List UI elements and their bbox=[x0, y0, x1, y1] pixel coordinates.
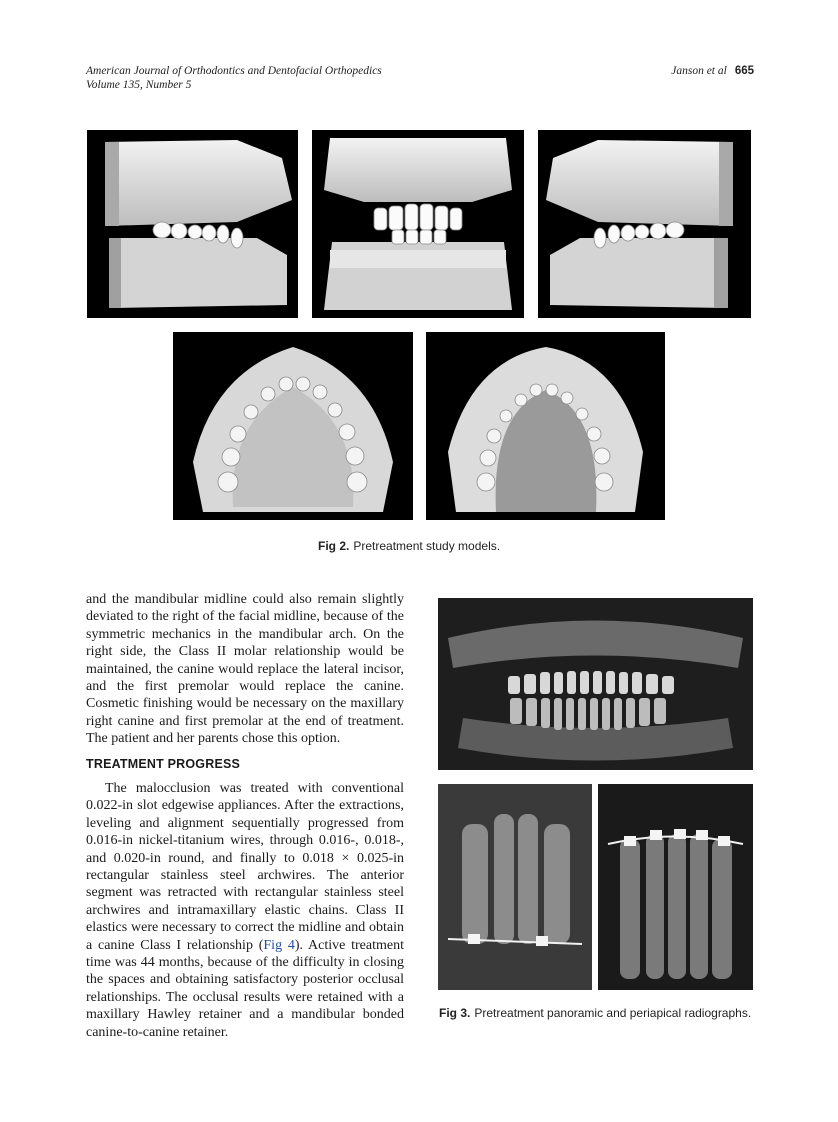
paragraph-treatment-progress bbox=[86, 780, 404, 1041]
paragraph-treatment-option: and the mandibular midline could also remain slightly deviated to the right of the facial midline, because of the symmetric mechanics in the mandibular arch. On the right side, the Class II molar relationship would be maintained, the canine would replace the lateral incisor, and the first premolar would replace the canine. Cosmetic finishing would be necessary on the maxillary right canine and first premolar at the end of treatment. The patient and her parents chose this option. bbox=[86, 592, 404, 747]
section-heading-treatment-progress: TREATMENT PROGRESS bbox=[86, 757, 241, 771]
author-page bbox=[671, 64, 754, 78]
fig2-caption bbox=[318, 539, 500, 553]
fig3-label: Fig 3. bbox=[439, 1006, 471, 1020]
study-model-mandibular-occlusal-photo bbox=[426, 332, 665, 520]
body-text-progress bbox=[86, 780, 404, 1041]
journal-citation bbox=[86, 64, 382, 92]
body-text-top bbox=[86, 591, 404, 748]
journal-title: American Journal of Orthodontics and Dentofacial Orthopedics bbox=[86, 65, 382, 77]
periapical-radiograph-maxillary bbox=[438, 784, 592, 990]
study-model-frontal-photo bbox=[312, 130, 524, 318]
page-number: 665 bbox=[734, 65, 754, 77]
study-model-right-lateral-photo bbox=[87, 130, 298, 318]
study-model-left-lateral-photo bbox=[538, 130, 751, 318]
progress-text-part2: ). Active treatment time was 44 months, because of the difficulty in closing the spaces and obtaining satisfactory posterior occlusal relationships. The occlusal results were retained with a maxillary Hawley retainer and a mandibular bonded canine-to-canine retainer. bbox=[86, 937, 404, 1040]
fig3-caption-text: Pretreatment panoramic and periapical radiographs. bbox=[474, 1006, 752, 1020]
study-model-maxillary-occlusal-photo bbox=[173, 332, 413, 520]
periapical-radiograph-mandibular bbox=[598, 784, 753, 990]
fig3-caption bbox=[439, 1006, 751, 1020]
panoramic-radiograph bbox=[438, 598, 753, 770]
journal-volume: Volume 135, Number 5 bbox=[86, 79, 192, 91]
authors: Janson et al bbox=[671, 65, 727, 77]
fig2-caption-text: Pretreatment study models. bbox=[353, 539, 501, 553]
progress-text-part1: The malocclusion was treated with conventional 0.022-in slot edgewise appliances. After the extractions, leveling and alignment sequentially progressed from 0.016-in nickel-titanium wires, through 0.016-, 0.018-, and 0.020-in round, and finally to 0.018 × 0.025-in rectangular stainless steel archwires. The anterior segment was retracted with rectangular stainless steel archwires and intramaxillary elastic chains. Class II elastics were necessary to correct the midline and obtain a canine Class I relationship ( bbox=[86, 781, 404, 953]
fig2-label: Fig 2. bbox=[318, 539, 350, 553]
fig4-reference-link[interactable]: Fig 4 bbox=[263, 937, 295, 953]
